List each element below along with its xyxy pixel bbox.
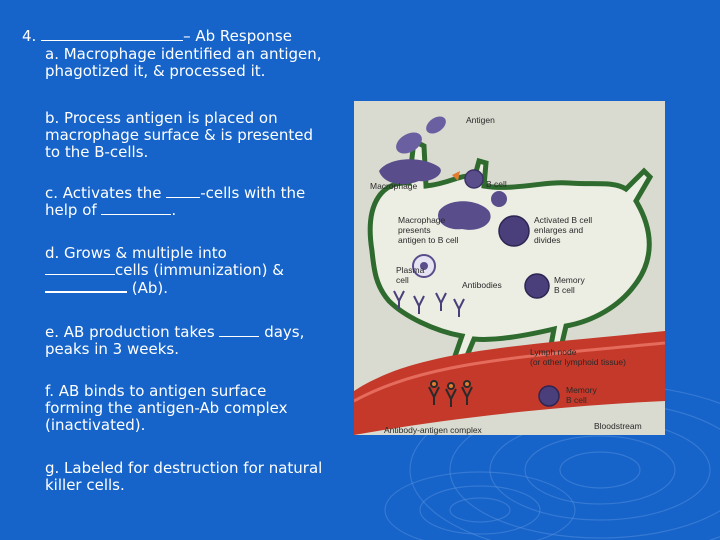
item-e bbox=[45, 324, 355, 358]
item-c-blank-2 bbox=[101, 202, 171, 215]
label-antigen: Antigen bbox=[466, 115, 495, 125]
label-plasma-cell-2: cell bbox=[396, 275, 409, 285]
item-f-line-2: forming the antigen-Ab complex bbox=[45, 399, 288, 417]
label-memory-b-cell-1: Memory bbox=[554, 275, 585, 285]
label-macrophage-presents-3: antigen to B cell bbox=[398, 235, 459, 245]
item-a-line-1: a. Macrophage identified an antigen, bbox=[45, 45, 322, 63]
item-g-line-2: killer cells. bbox=[45, 476, 125, 494]
label-activated-b-cell-1: Activated B cell bbox=[534, 215, 593, 225]
dividing-b-cell-shape bbox=[491, 191, 507, 207]
item-a bbox=[45, 46, 355, 80]
label-activated-b-cell-3: divides bbox=[534, 235, 561, 245]
heading-blank bbox=[41, 28, 183, 41]
label-b-cell: B cell bbox=[486, 179, 507, 189]
item-c-blank-1 bbox=[166, 185, 200, 198]
item-b-line-2: macrophage surface & is presented bbox=[45, 126, 313, 144]
item-c-line-2 bbox=[45, 202, 355, 219]
item-g-line-1: g. Labeled for destruction for natural bbox=[45, 459, 323, 477]
item-c bbox=[45, 185, 355, 219]
label-bloodstream: Bloodstream bbox=[594, 421, 642, 431]
item-d bbox=[45, 245, 355, 297]
label-activated-b-cell-2: enlarges and bbox=[534, 225, 584, 235]
vessel-memory-b-cell-shape bbox=[539, 386, 559, 406]
item-c-text-1b: -cells with the bbox=[200, 184, 306, 202]
label-memory-b-cell-2: B cell bbox=[554, 285, 575, 295]
memory-b-cell-shape bbox=[525, 274, 549, 298]
label-macrophage: Macrophage bbox=[370, 181, 418, 191]
label-plasma-cell-1: Plasma bbox=[396, 265, 425, 275]
label-vessel-memory-b-cell-2: B cell bbox=[566, 395, 587, 405]
item-e-text-1a: e. AB production takes bbox=[45, 323, 220, 341]
item-e-text-1b: days, bbox=[264, 323, 305, 341]
heading-rest: – Ab Response bbox=[183, 27, 292, 45]
label-complex: Antibody-antigen complex bbox=[384, 425, 482, 435]
item-d-text-2: cells (immunization) & bbox=[115, 261, 284, 279]
item-b-line-3: to the B-cells. bbox=[45, 143, 149, 161]
item-c-text-1a: c. Activates the bbox=[45, 184, 167, 202]
antigen-shape-2 bbox=[423, 113, 449, 137]
label-antibodies: Antibodies bbox=[462, 280, 502, 290]
label-vessel-memory-b-cell-1: Memory bbox=[566, 385, 597, 395]
item-e-blank-1 bbox=[219, 324, 259, 337]
item-c-line-1 bbox=[45, 185, 355, 202]
label-lymph-node-1: Lymph node bbox=[530, 347, 577, 357]
item-d-blank-1 bbox=[45, 262, 115, 275]
diagram-svg bbox=[354, 101, 665, 435]
item-d-line-1: d. Grows & multiple into bbox=[45, 244, 227, 262]
item-e-line-1 bbox=[45, 324, 355, 341]
item-b bbox=[45, 110, 355, 161]
item-f-line-3: (inactivated). bbox=[45, 416, 146, 434]
heading-number: 4. bbox=[22, 27, 37, 45]
item-c-text-2a: help of bbox=[45, 201, 102, 219]
item-f-line-1: f. AB binds to antigen surface bbox=[45, 382, 267, 400]
b-cell-shape bbox=[465, 170, 483, 188]
slide-heading bbox=[22, 27, 292, 45]
item-e-line-2: peaks in 3 weeks. bbox=[45, 340, 179, 358]
item-f bbox=[45, 383, 355, 434]
label-macrophage-presents-2: presents bbox=[398, 225, 431, 235]
label-lymph-node-2: (or other lymphoid tissue) bbox=[530, 357, 626, 367]
item-c-text-2b: . bbox=[171, 201, 177, 219]
activated-b-cell-shape bbox=[499, 216, 529, 246]
item-b-line-1: b. Process antigen is placed on bbox=[45, 109, 278, 127]
item-d-line-3 bbox=[45, 279, 355, 297]
item-a-line-2: phagotized it, & processed it. bbox=[45, 62, 266, 80]
item-d-blank-2 bbox=[45, 279, 127, 293]
item-d-line-2 bbox=[45, 262, 355, 279]
label-macrophage-presents-1: Macrophage bbox=[398, 215, 446, 225]
item-g bbox=[45, 460, 355, 494]
immune-response-diagram bbox=[354, 101, 665, 435]
item-d-text-3: (Ab). bbox=[131, 279, 169, 297]
